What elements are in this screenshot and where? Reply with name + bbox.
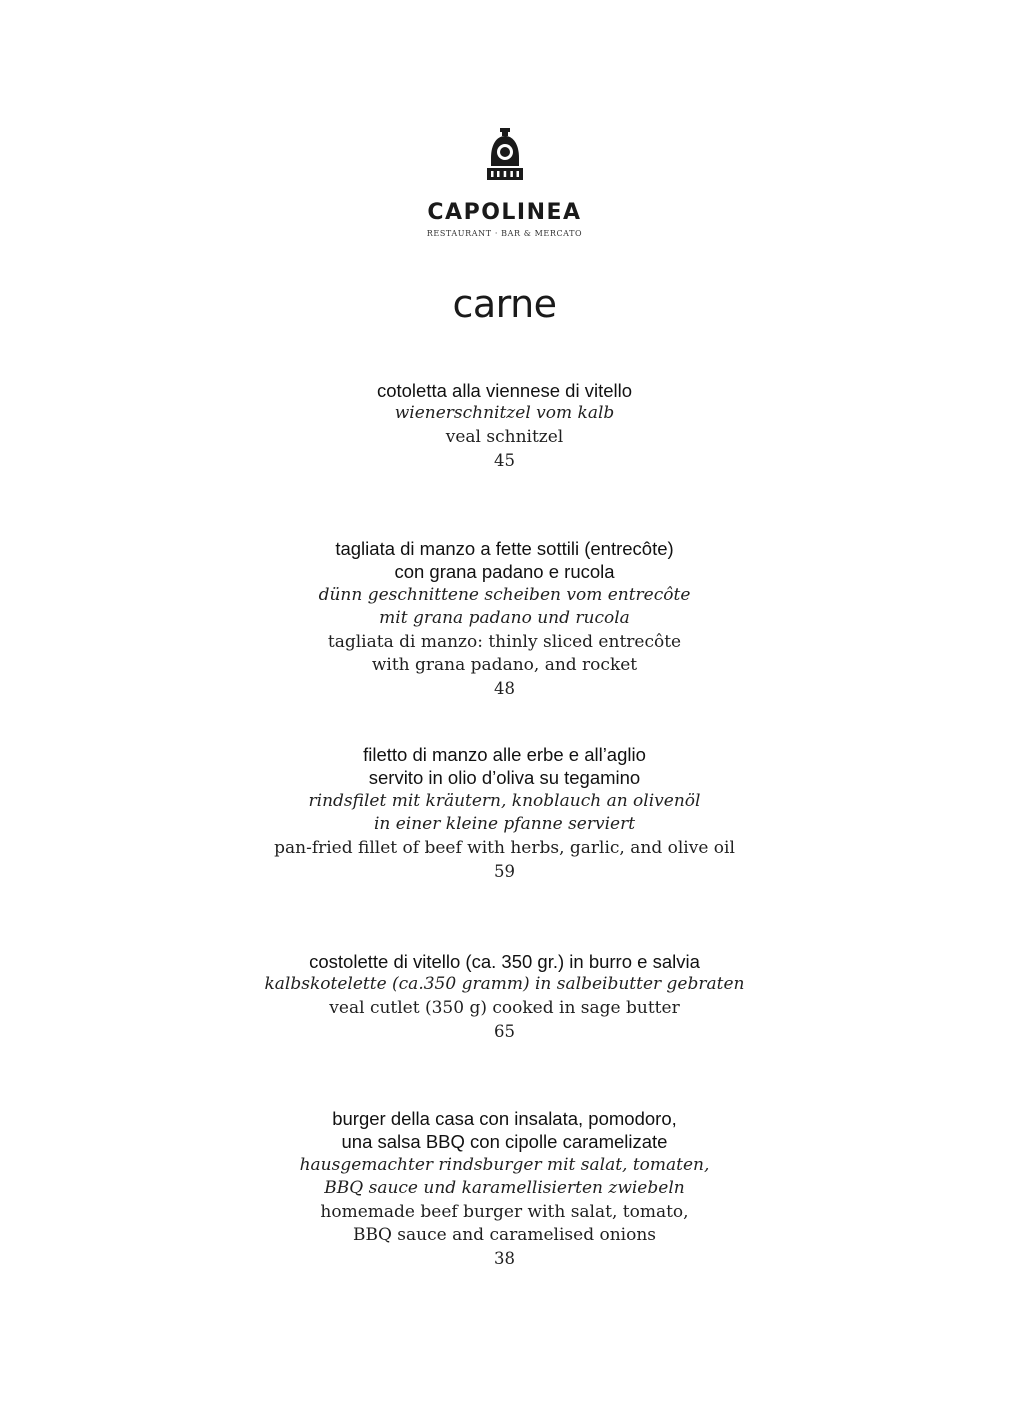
dish-name-italian: cotoletta alla viennese di vitello <box>376 380 633 401</box>
brand-name: CAPOLINEA <box>427 200 582 225</box>
dish-name-italian: con grana padano e rucola <box>394 561 615 583</box>
dish-description-german: mit grana padano und rucola <box>379 608 630 629</box>
dish-description-english: tagliata di manzo: thinly sliced entrecôte <box>327 631 682 652</box>
dish-description-german: dünn geschnittene scheiben vom entrecôte <box>318 584 691 605</box>
dish-description-german: BBQ sauce und karamellisierten zwiebeln <box>324 1178 685 1199</box>
dish-description-english: BBQ sauce and caramelised onions <box>352 1224 657 1245</box>
dish-description-english: with grana padano, and rocket <box>371 654 638 675</box>
dish-name-italian: servito in olio d’oliva su tegamino <box>368 767 641 789</box>
dish-name-italian: filetto di manzo alle erbe e all’aglio <box>363 744 646 765</box>
restaurant-logo <box>0 128 1009 239</box>
menu-item <box>0 379 1009 473</box>
dish-description-english: veal schnitzel <box>445 426 564 447</box>
dish-price: 59 <box>494 861 515 881</box>
dish-name-italian: burger della casa con insalata, pomodoro, <box>332 1108 677 1129</box>
steam-locomotive-icon <box>485 128 525 186</box>
dish-price: 65 <box>494 1022 515 1042</box>
dish-name-italian: tagliata di manzo a fette sottili (entrecôte) <box>335 538 674 559</box>
dish-price: 45 <box>494 451 515 471</box>
dish-name-italian: costolette di vitello (ca. 350 gr.) in burro e salvia <box>309 951 700 972</box>
dish-price: 48 <box>494 679 515 699</box>
dish-description-german: wienerschnitzel vom kalb <box>394 403 615 424</box>
dish-description-english: pan-fried fillet of beef with herbs, garlic, and olive oil <box>274 837 735 858</box>
menu-item <box>0 1107 1009 1271</box>
dish-price: 38 <box>494 1249 515 1269</box>
menu-item <box>0 537 1009 701</box>
dish-description-german: hausgemachter rindsburger mit salat, tomaten, <box>299 1154 710 1175</box>
dish-description-german: kalbskotelette (ca.350 gramm) in salbeibutter gebraten <box>264 974 745 995</box>
menu-item <box>0 950 1009 1044</box>
brand-tagline: RESTAURANT · BAR & MERCATO <box>426 229 583 238</box>
dish-description-english: veal cutlet (350 g) cooked in sage butter <box>329 997 680 1018</box>
dish-name-italian: una salsa BBQ con cipolle caramelizate <box>341 1131 668 1153</box>
dish-description-german: rindsfilet mit kräutern, knoblauch an olivenöl <box>308 790 701 811</box>
section-title: carne <box>452 282 557 326</box>
dish-description-german: in einer kleine pfanne serviert <box>373 814 636 835</box>
dish-description-english: homemade beef burger with salat, tomato, <box>320 1201 689 1222</box>
menu-item <box>0 743 1009 883</box>
